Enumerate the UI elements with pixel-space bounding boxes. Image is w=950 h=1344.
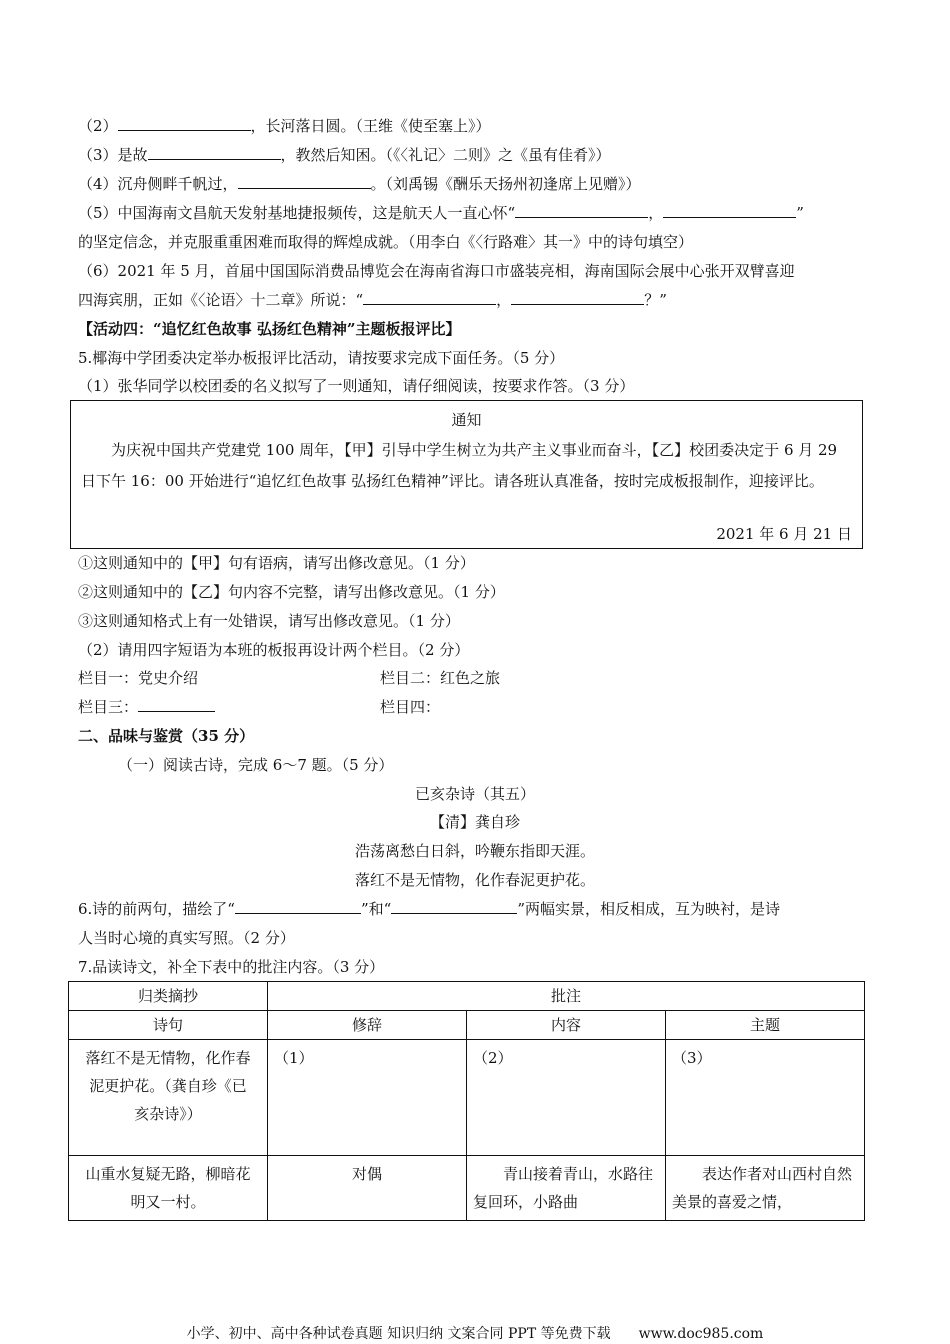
text: （3）是故 (78, 146, 148, 164)
text: 四海宾朋，正如《〈论语〉十二章》所说：“ (78, 291, 364, 309)
row2-theme: 表达作者对山西村自然美景的喜爱之情， (666, 1156, 865, 1221)
row1-rhetoric[interactable]: （1） (268, 1040, 467, 1156)
answer-blank[interactable] (118, 116, 251, 131)
row1-theme[interactable]: （3） (666, 1040, 865, 1156)
poem-line2: 落红不是无情物，化作春泥更护花。 (354, 871, 595, 889)
notice-body: 为庆祝中国共产党建党 100 周年，【甲】引导中学生树立为共产主义事业而奋斗，【乙】校团委决定于 6 月 29 日下午 16：00 开始进行“追忆红色故事 弘扬红色精神”评比。请各班认真准备，按时完成板报制作，迎接评比。 (81, 441, 838, 490)
q5-stem: 5.椰海中学团委决定举办板报评比活动，请按要求完成下面任务。（5 分） (78, 349, 565, 367)
answer-blank[interactable] (138, 697, 215, 712)
answer-blank[interactable] (515, 203, 648, 218)
q4-item6-line1: （6）2021 年 5 月，首届中国国际消费品博览会在海南省海口市盛装亮相，海南国际会展中心张开双臂喜迎 (78, 262, 795, 280)
q4-item2 (78, 116, 491, 136)
q4-item5-line1 (78, 203, 804, 223)
notice-box (70, 400, 863, 549)
answer-blank[interactable] (511, 290, 644, 305)
poem-author: 【清】龚自珍 (429, 813, 520, 831)
header-right: 批注 (268, 982, 865, 1011)
column-1: 栏目一：党史介绍 (78, 669, 199, 687)
table-row (69, 1011, 865, 1040)
subheader-rhetoric: 修辞 (268, 1011, 467, 1040)
q5-sub2: （2）请用四字短语为本班的板报再设计两个栏目。（2 分） (78, 641, 470, 659)
text: （5）中国海南文昌航天发射基地捷报频传，这是航天人一直心怀“ (78, 204, 516, 222)
footer: 小学、初中、高中各种试卷真题 知识归纳 文案合同 PPT 等免费下载 www.doc985.com (186, 1326, 764, 1342)
poem-line1: 浩荡离愁白日斜，吟鞭东指即天涯。 (354, 842, 595, 860)
row2-poem: 山重水复疑无路，柳暗花明又一村。 (69, 1156, 268, 1221)
answer-blank[interactable] (235, 899, 361, 914)
table-row (69, 1156, 865, 1221)
answer-blank[interactable] (148, 145, 281, 160)
row1-poem: 落红不是无情物，化作春泥更护花。（龚自珍《已亥杂诗》） (69, 1040, 268, 1156)
answer-blank[interactable] (363, 290, 496, 305)
q7-stem: 7.品读诗文，补全下表中的批注内容。（3 分） (78, 958, 385, 976)
q4-item4 (78, 174, 641, 194)
q4-item3 (78, 145, 611, 165)
answer-blank[interactable] (238, 174, 371, 189)
column-4: 栏目四： (380, 698, 441, 716)
text: ，教然后知困。（《〈礼记〉二则》之《虽有佳肴》） (280, 146, 611, 164)
text: ， (496, 291, 512, 309)
table-row (69, 982, 865, 1011)
text: 6.诗的前两句，描绘了“ (78, 900, 235, 918)
column-2: 栏目二：红色之旅 (380, 669, 501, 687)
text: ”和“ (360, 900, 392, 918)
text: 栏目三： (78, 698, 139, 716)
q5-a: ①这则通知中的【甲】句有语病，请写出修改意见。（1 分） (78, 554, 475, 572)
subheader-theme: 主题 (666, 1011, 865, 1040)
row2-rhetoric: 对偶 (268, 1156, 467, 1221)
q5-sub1: （1）张华同学以校团委的名义拟写了一则通知，请仔细阅读，按要求作答。（3 分） (78, 377, 635, 395)
text: ？” (644, 291, 667, 309)
row2-content: 青山接着青山，水路往复回环，小路曲 (467, 1156, 666, 1221)
text: （2） (78, 117, 118, 135)
section-2-heading: 二、品味与鉴赏（35 分） (78, 727, 255, 745)
text: ， (648, 204, 664, 222)
q5-b: ②这则通知中的【乙】句内容不完整，请写出修改意见。（1 分） (78, 583, 505, 601)
subheader-poem: 诗句 (69, 1011, 268, 1040)
notice-date: 2021 年 6 月 21 日 (716, 525, 852, 543)
text: ，长河落日圆。（王维《使至塞上》） (250, 117, 491, 135)
activity4-heading: 【活动四：“追忆红色故事 弘扬红色精神”主题板报评比】 (78, 320, 461, 338)
answer-blank[interactable] (391, 899, 517, 914)
row1-content[interactable]: （2） (467, 1040, 666, 1156)
q5-c: ③这则通知格式上有一处错误，请写出修改意见。（1 分） (78, 612, 460, 630)
text: （4）沉舟侧畔千帆过， (78, 175, 238, 193)
q4-item6-line2 (78, 290, 667, 310)
answer-blank[interactable] (663, 203, 796, 218)
notice-title: 通知 (451, 411, 482, 429)
table-row (69, 1040, 865, 1156)
column-3 (78, 697, 215, 717)
header-left: 归类摘抄 (69, 982, 268, 1011)
q6-line1 (78, 899, 780, 919)
part-1: （一）阅读古诗，完成 6～7 题。（5 分） (118, 756, 394, 774)
poem-title: 已亥杂诗（其五） (414, 785, 535, 803)
text: 。（刘禹锡《酬乐天扬州初逢席上见赠》） (370, 175, 641, 193)
text: ” (796, 204, 804, 222)
annotation-table (68, 981, 865, 1221)
q4-item5-line2: 的坚定信念，并克服重重困难而取得的辉煌成就。（用李白《〈行路难〉其一》中的诗句填空） (78, 233, 694, 251)
q6-line2: 人当时心境的真实写照。（2 分） (78, 929, 295, 947)
subheader-content: 内容 (467, 1011, 666, 1040)
text: ”两幅实景，相反相成，互为映衬，是诗 (517, 900, 780, 918)
